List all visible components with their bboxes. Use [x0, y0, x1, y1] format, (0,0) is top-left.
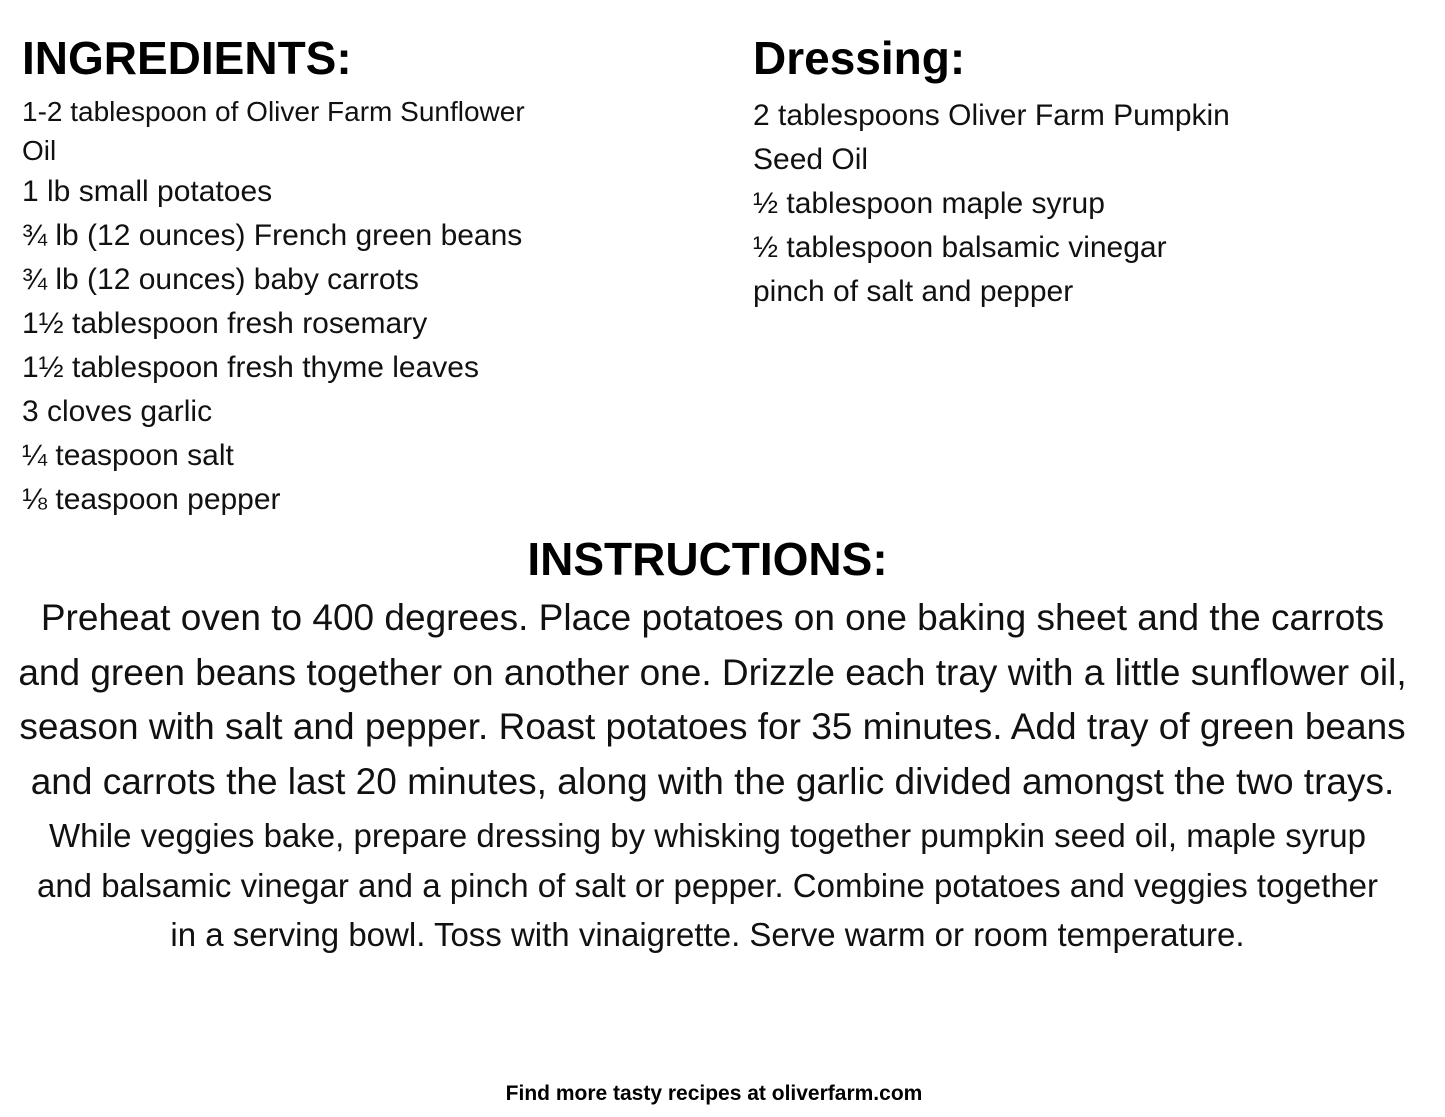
instructions-paragraph-1: Preheat oven to 400 degrees. Place potatoes on one baking sheet and the carrots and green beans together on another one. Drizzle each tray with a little sunflower oil, season with salt and pepper. Roast potatoes for 35 minutes. Add tray of green beans and carrots the last 20 minutes, along with the garlic divided amongst the two trays.: [18, 597, 1407, 802]
ingredient-item: 1-2 tablespoon of Oliver Farm Sunflower Oil: [22, 96, 525, 166]
ingredient-item: 3 cloves garlic: [22, 395, 213, 428]
ingredient-item: 1½ tablespoon fresh rosemary: [22, 307, 428, 340]
dressing-item: 2 tablespoons Oliver Farm Pumpkin Seed Oil: [753, 99, 1230, 176]
ingredients-section: [22, 30, 602, 522]
footer-text: Find more tasty recipes at oliverfarm.com: [505, 1082, 923, 1105]
ingredient-item: ¼ teaspoon salt: [22, 439, 234, 472]
dressing-section: [753, 30, 1313, 314]
ingredient-item: ¾ lb (12 ounces) baby carrots: [22, 263, 419, 296]
ingredient-item: 1 lb small potatoes: [22, 175, 273, 208]
ingredients-list: [22, 170, 602, 522]
ingredient-item: 1½ tablespoon fresh thyme leaves: [22, 351, 479, 384]
dressing-item: pinch of salt and pepper: [753, 275, 1074, 308]
instructions-title: INSTRUCTIONS:: [527, 533, 888, 585]
dressing-item: ½ tablespoon maple syrup: [753, 187, 1105, 220]
ingredient-item: ¾ lb (12 ounces) French green beans: [22, 219, 523, 252]
dressing-item: ½ tablespoon balsamic vinegar: [753, 231, 1167, 264]
dressing-list: [753, 94, 1293, 314]
dressing-title: Dressing:: [753, 32, 966, 84]
ingredients-title: INGREDIENTS:: [22, 32, 352, 84]
instructions-section: [0, 530, 1445, 960]
instructions-paragraph-2: While veggies bake, prepare dressing by whisking together pumpkin seed oil, maple syrup and balsamic vinegar and a pinch of salt or pepper. Combine potatoes and veggies together in a serving bowl. Toss with vinaigrette. Serve warm or room temperature.: [36, 817, 1379, 953]
ingredient-item: ⅛ teaspoon pepper: [22, 483, 281, 516]
